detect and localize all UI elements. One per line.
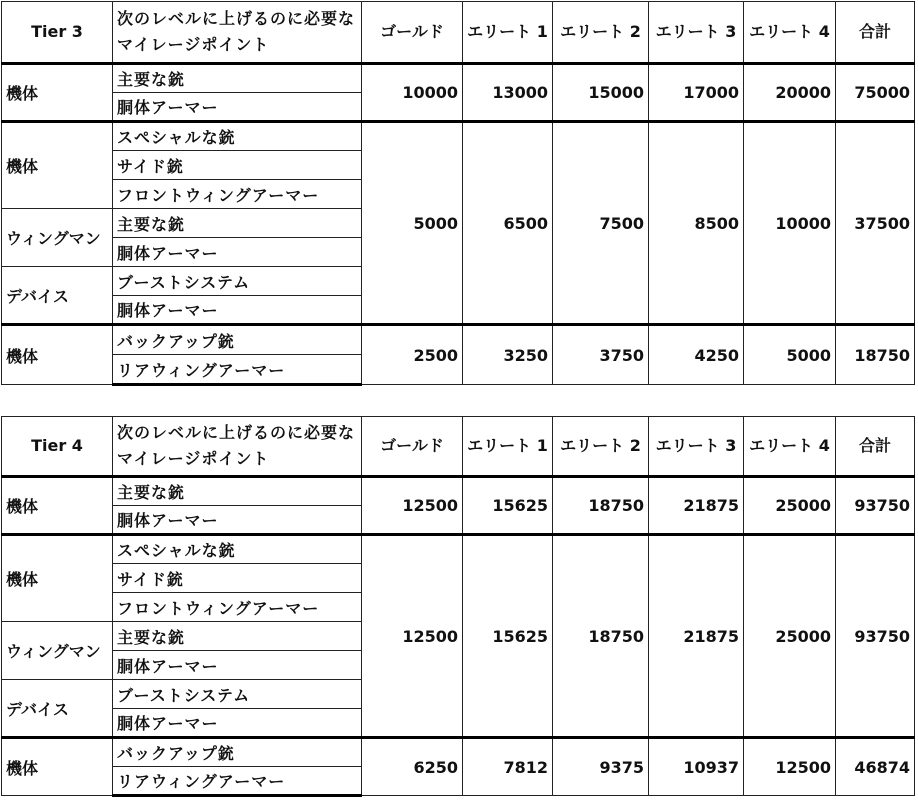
gold-value: 5000 xyxy=(362,122,463,325)
part-cell: 胴体アーマー xyxy=(113,651,362,680)
part-cell: フロントウィングアーマー xyxy=(113,593,362,622)
header-row xyxy=(2,417,915,477)
part-cell: リアウィングアーマー xyxy=(113,355,362,385)
elite4-value: 10000 xyxy=(744,122,836,325)
part-cell: 胴体アーマー xyxy=(113,93,362,122)
elite1-value: 15625 xyxy=(463,477,553,535)
elite4-value: 12500 xyxy=(744,738,836,796)
elite3-value: 21875 xyxy=(649,477,744,535)
part-cell: バックアップ銃 xyxy=(113,325,362,355)
elite3-value: 17000 xyxy=(649,64,744,122)
elite4-value: 25000 xyxy=(744,477,836,535)
table-row xyxy=(2,325,915,355)
required-points-header: 次のレベルに上げるのに必要なマイレージポイント xyxy=(113,2,362,64)
elite2-value: 9375 xyxy=(553,738,649,796)
elite2-value: 3750 xyxy=(553,325,649,385)
part-cell: スペシャルな銃 xyxy=(113,535,362,564)
elite3-value: 21875 xyxy=(649,535,744,738)
part-cell: 胴体アーマー xyxy=(113,709,362,738)
elite1-value: 6500 xyxy=(463,122,553,325)
part-cell: 主要な銃 xyxy=(113,622,362,651)
part-cell: スペシャルな銃 xyxy=(113,122,362,151)
elite2-header: エリート 2 xyxy=(553,2,649,64)
part-cell: フロントウィングアーマー xyxy=(113,180,362,209)
category-cell: 機体 xyxy=(2,535,113,622)
tier-4-table xyxy=(1,416,915,797)
elite4-value: 25000 xyxy=(744,535,836,738)
table-row xyxy=(2,738,915,767)
gold-header: ゴールド xyxy=(362,417,463,477)
elite1-value: 15625 xyxy=(463,535,553,738)
part-cell: 胴体アーマー xyxy=(113,238,362,267)
part-cell: 胴体アーマー xyxy=(113,296,362,325)
total-value: 37500 xyxy=(836,122,915,325)
table-row xyxy=(2,122,915,151)
part-cell: サイド銃 xyxy=(113,564,362,593)
elite4-value: 5000 xyxy=(744,325,836,385)
part-cell: 主要な銃 xyxy=(113,209,362,238)
tier-3-table xyxy=(1,1,915,386)
total-value: 93750 xyxy=(836,535,915,738)
part-cell: バックアップ銃 xyxy=(113,738,362,767)
elite4-header: エリート 4 xyxy=(744,417,836,477)
gold-value: 12500 xyxy=(362,535,463,738)
elite1-header: エリート 1 xyxy=(463,417,553,477)
elite1-value: 13000 xyxy=(463,64,553,122)
category-cell: ウィングマン xyxy=(2,622,113,680)
total-value: 18750 xyxy=(836,325,915,385)
total-value: 46874 xyxy=(836,738,915,796)
header-row xyxy=(2,2,915,64)
category-cell: デバイス xyxy=(2,267,113,325)
gold-value: 12500 xyxy=(362,477,463,535)
elite4-header: エリート 4 xyxy=(744,2,836,64)
gold-header: ゴールド xyxy=(362,2,463,64)
tier-name: Tier 4 xyxy=(2,417,113,477)
elite3-value: 4250 xyxy=(649,325,744,385)
elite3-value: 10937 xyxy=(649,738,744,796)
elite2-value: 7500 xyxy=(553,122,649,325)
gold-value: 6250 xyxy=(362,738,463,796)
category-cell: 機体 xyxy=(2,738,113,796)
total-value: 93750 xyxy=(836,477,915,535)
category-cell: 機体 xyxy=(2,64,113,122)
part-cell: 主要な銃 xyxy=(113,477,362,506)
total-value: 75000 xyxy=(836,64,915,122)
elite2-value: 18750 xyxy=(553,535,649,738)
elite1-value: 3250 xyxy=(463,325,553,385)
category-cell: 機体 xyxy=(2,122,113,209)
part-cell: ブーストシステム xyxy=(113,267,362,296)
elite2-value: 18750 xyxy=(553,477,649,535)
part-cell: ブーストシステム xyxy=(113,680,362,709)
part-cell: 主要な銃 xyxy=(113,64,362,93)
category-cell: 機体 xyxy=(2,325,113,385)
gold-value: 10000 xyxy=(362,64,463,122)
elite3-header: エリート 3 xyxy=(649,2,744,64)
elite1-header: エリート 1 xyxy=(463,2,553,64)
elite2-header: エリート 2 xyxy=(553,417,649,477)
category-cell: デバイス xyxy=(2,680,113,738)
elite1-value: 7812 xyxy=(463,738,553,796)
category-cell: 機体 xyxy=(2,477,113,535)
required-points-header: 次のレベルに上げるのに必要なマイレージポイント xyxy=(113,417,362,477)
elite3-value: 8500 xyxy=(649,122,744,325)
tier-name: Tier 3 xyxy=(2,2,113,64)
gold-value: 2500 xyxy=(362,325,463,385)
total-header: 合計 xyxy=(836,2,915,64)
elite3-header: エリート 3 xyxy=(649,417,744,477)
table-row xyxy=(2,64,915,93)
elite2-value: 15000 xyxy=(553,64,649,122)
total-header: 合計 xyxy=(836,417,915,477)
table-row xyxy=(2,477,915,506)
part-cell: リアウィングアーマー xyxy=(113,767,362,796)
part-cell: 胴体アーマー xyxy=(113,506,362,535)
category-cell: ウィングマン xyxy=(2,209,113,267)
table-row xyxy=(2,535,915,564)
elite4-value: 20000 xyxy=(744,64,836,122)
part-cell: サイド銃 xyxy=(113,151,362,180)
table-separator xyxy=(0,389,918,415)
